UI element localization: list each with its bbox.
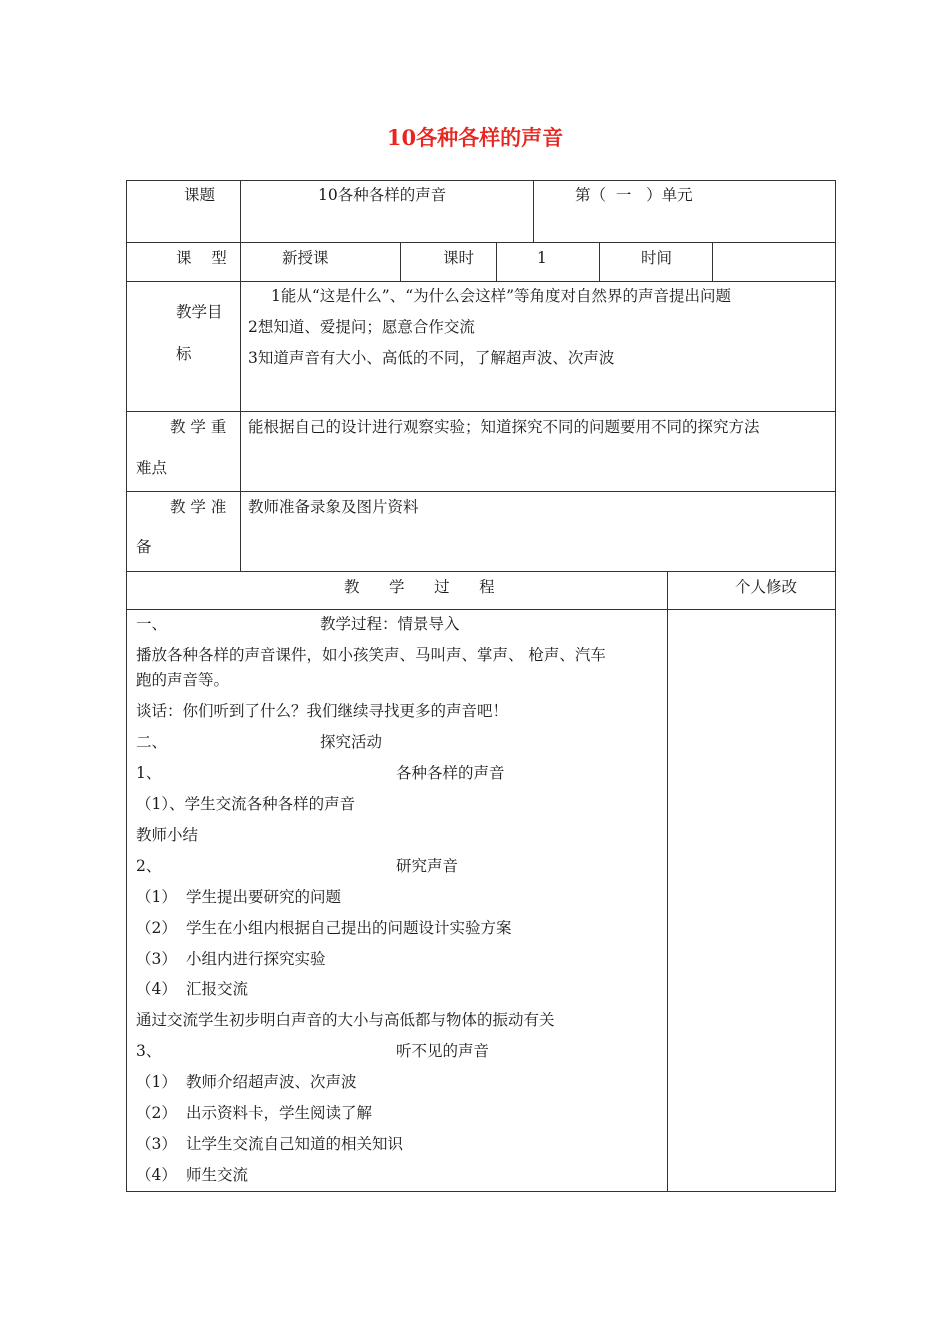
process-line-text: 听不见的声音 bbox=[396, 1042, 490, 1060]
row-divider bbox=[126, 491, 836, 492]
goal-item: 3知道声音有大小、高低的不同，了解超声波、次声波 bbox=[248, 349, 615, 367]
process-line-text: 教学过程：情景导入 bbox=[320, 615, 460, 633]
process-header: 教 学 过 程 bbox=[344, 578, 495, 596]
col-divider bbox=[496, 242, 497, 281]
process-line-text: 让学生交流自己知道的相关知识 bbox=[186, 1135, 404, 1153]
process-line-text: 研究声音 bbox=[396, 857, 459, 875]
col-divider bbox=[712, 242, 713, 281]
col-divider bbox=[533, 180, 534, 242]
process-line-number: 二、 bbox=[136, 733, 168, 751]
process-line-number: （2） bbox=[136, 1104, 177, 1122]
process-line-number: 2、 bbox=[136, 857, 162, 875]
key-points-text: 能根据自己的设计进行观察实验；知道探究不同的问题要用不同的探究方法 bbox=[248, 418, 760, 436]
process-line-text: 跑的声音等。 bbox=[136, 671, 230, 689]
process-line-text: 教师介绍超声波、次声波 bbox=[186, 1073, 357, 1091]
process-line-text: 谈话：你们听到了什么？我们继续寻找更多的声音吧！ bbox=[136, 702, 509, 720]
process-line-text: （1）、学生交流各种各样的声音 bbox=[136, 795, 356, 813]
process-line-text: 师生交流 bbox=[186, 1166, 249, 1184]
process-line-number: （1） bbox=[136, 888, 177, 906]
type-value: 新授课 bbox=[282, 249, 329, 267]
row-divider bbox=[126, 411, 836, 412]
process-line-text: 通过交流学生初步明白声音的大小与高低都与物体的振动有关 bbox=[136, 1011, 555, 1029]
preparation-text: 教师准备录象及图片资料 bbox=[248, 498, 419, 516]
process-line-text: 汇报交流 bbox=[186, 980, 249, 998]
row-divider bbox=[126, 609, 836, 610]
process-line-text: 出示资料卡，学生阅读了解 bbox=[186, 1104, 373, 1122]
process-line-number: （3） bbox=[136, 950, 177, 968]
process-line-number: 3、 bbox=[136, 1042, 162, 1060]
process-line-number: 1、 bbox=[136, 764, 162, 782]
lesson-value: 10各种各样的声音 bbox=[318, 186, 447, 204]
type-label: 课 型 bbox=[176, 249, 227, 267]
notes-header: 个人修改 bbox=[735, 578, 798, 596]
process-line-text: 学生提出要研究的问题 bbox=[186, 888, 342, 906]
key-points-label-line2: 难点 bbox=[136, 459, 168, 477]
document-title: 10各种各样的声音 bbox=[386, 125, 564, 150]
hours-label: 课时 bbox=[443, 249, 475, 267]
row-divider bbox=[126, 242, 836, 243]
process-line-text: 探究活动 bbox=[320, 733, 383, 751]
process-line-number: （1） bbox=[136, 1073, 177, 1091]
goals-label-line2: 标 bbox=[176, 345, 192, 363]
process-line-text: 各种各样的声音 bbox=[396, 764, 505, 782]
process-line-number: （2） bbox=[136, 919, 177, 937]
col-divider bbox=[599, 242, 600, 281]
process-line-text: 小组内进行探究实验 bbox=[186, 950, 326, 968]
goal-item: 2想知道、爱提问；愿意合作交流 bbox=[248, 318, 475, 336]
hours-value: 1 bbox=[537, 249, 547, 267]
process-line-text: 播放各种各样的声音课件，如小孩笑声、马叫声、掌声、 枪声、汽车 bbox=[136, 646, 606, 664]
lesson-info-table bbox=[126, 180, 836, 572]
process-line-number: （3） bbox=[136, 1135, 177, 1153]
unit-value: 第（ 一 ）单元 bbox=[575, 186, 693, 204]
preparation-label-line1: 教 学 准 bbox=[170, 498, 227, 516]
col-divider bbox=[240, 180, 241, 572]
preparation-label-line2: 备 bbox=[136, 538, 152, 556]
col-divider bbox=[667, 571, 668, 1192]
process-line-number: 一、 bbox=[136, 615, 168, 633]
process-line-text: 学生在小组内根据自己提出的问题设计实验方案 bbox=[186, 919, 512, 937]
lesson-label: 课题 bbox=[184, 186, 216, 204]
process-line-number: （4） bbox=[136, 980, 177, 998]
process-line-text: 教师小结 bbox=[136, 826, 199, 844]
process-line-number: （4） bbox=[136, 1166, 177, 1184]
row-divider bbox=[126, 281, 836, 282]
col-divider bbox=[400, 242, 401, 281]
goals-label-line1: 教学目 bbox=[176, 303, 223, 321]
goal-item: 1能从“这是什么”、“为什么会这样”等角度对自然界的声音提出问题 bbox=[271, 287, 732, 305]
key-points-label-line1: 教 学 重 bbox=[170, 418, 227, 436]
time-label: 时间 bbox=[641, 249, 673, 267]
